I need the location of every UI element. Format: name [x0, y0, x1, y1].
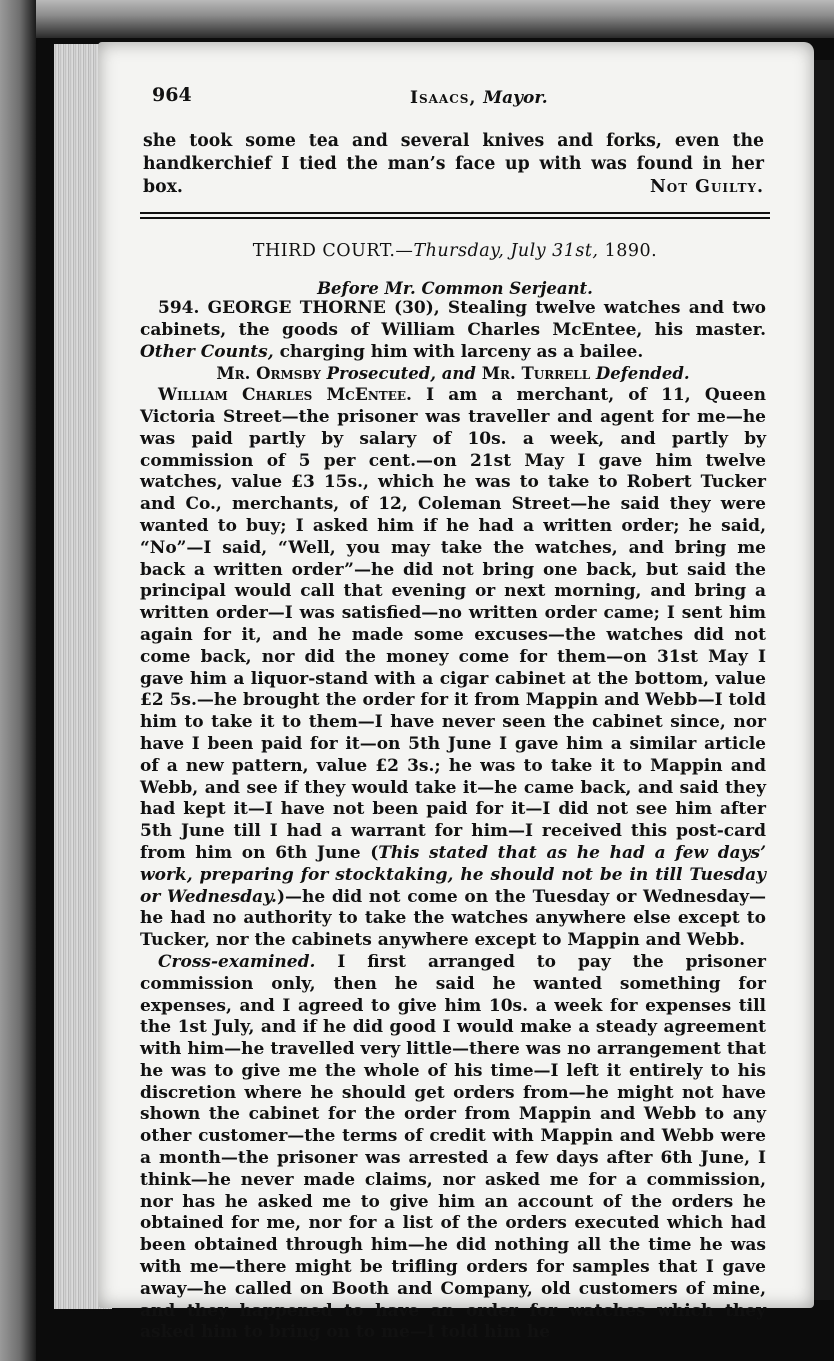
page-number: 964 [152, 84, 192, 106]
case-charge: 594. GEORGE THORNE (30), Stealing twelve watches and two cabinets, the goods of William Charles McEntee, his master. [140, 298, 766, 340]
defence-role: Defended. [595, 364, 690, 384]
defence-counsel: Mr. Turrell [481, 364, 591, 384]
court-year: 1890. [604, 241, 658, 261]
running-head-name: Isaacs, [410, 88, 477, 108]
scan-border-left [0, 0, 36, 1361]
witness-testimony [140, 385, 766, 952]
cross-examination-text: I first arranged to pay the prisoner commission only, then he said he wanted something for expenses, and I agreed to give him 10s. a week for expenses till the 1st July, and if he did good I would make a steady agreement with him—he travelled very little—there was no arrangement that he was to give me the whole of his time—I left it entirely to his discretion where he should get orders from—he might not have shown the cabinet for the order from Mappin and Webb to any other customer—the terms of credit with Mappin and Webb were a month—the prisoner was arrested a few days after 6th June, I think—he never made claims, nor asked me for a commission, nor has he asked me to give him an account of the orders he obtained for me, nor for a list of the orders executed which had been obtained through him—he did nothing all the time he was with me—there might be trifling orders for samples that I gave away—he called on Booth and Company, old customers of mine, and they happened to have an order for watches which they asked him to bring on to me—I told him he [140, 951, 766, 1343]
scan-border-right [814, 60, 834, 1300]
cross-examined-label: Cross-examined. [158, 951, 316, 972]
running-head-title: Mayor. [483, 88, 548, 108]
other-counts-label: Other Counts, [140, 341, 274, 362]
court-heading [140, 241, 770, 261]
section-rule-top [140, 212, 770, 214]
verdict: Not Guilty. [649, 177, 764, 197]
cross-examination [140, 952, 766, 1344]
court-name: THIRD COURT.— [252, 241, 414, 261]
scan-border-top [0, 0, 834, 38]
counsel-line [140, 363, 766, 385]
case-opening [140, 298, 766, 363]
page-content [140, 84, 770, 1344]
running-head [410, 88, 548, 108]
other-counts-text: charging him with larceny as a bailee. [279, 341, 644, 362]
section-rule-bottom [140, 217, 770, 219]
court-date: Thursday, July 31st, [413, 241, 599, 261]
postcard-text: This stated that as he had a few days’ work, preparing for stocktaking, he should not be in till Tuesday or Wednesday. [140, 842, 767, 907]
case-body [140, 298, 770, 1344]
testimony-part-1: I am a merchant, of 11, Queen Victoria Street—the prisoner was traveller and agent for me—he was paid partly by salary of 10s. a week, and partly by commission of 5 per cent.—on 21st May I gave him twelve watches, value £3 15s., which he was to take to Robert Tucker and Co., merchants, of 12, Coleman Street—he said they were wanted to buy; I asked him if he had a written order; he said, “No”—I said, “Well, you may take the watches, and bring me back a written order”—he did not bring one back, but said the principal would call that evening or next morning, and bring a written order—I was satisfied—no written order came; I sent him again for it, and he made some excuses—the watches did not come back, nor did the money come for them—on 31st May I gave him a liquor-stand with a cigar cabinet at the bottom, value £2 5s.—he brought the order for it from Mappin and Webb—I told him to take it to them—I have never seen the cabinet since, nor have I been paid for it—on 5th June I gave him a similar article of a new pattern, value £2 3s.; he was to take it to Mappin and Webb, and see if they would take it—he came back, and said they had kept it—I have not been paid for it—I did not see him after 5th June till I had a warrant for him—I received this post-card from him on 6th June ( [140, 385, 766, 863]
page-header [140, 84, 770, 124]
carry-over-paragraph [140, 130, 770, 199]
prosecution-role: Prosecuted, and [326, 364, 476, 384]
carry-over-text: she took some tea and several knives and forks, even the handkerchief I tied the man’s face up with was found in her box. [143, 131, 764, 197]
testimony-part-2: )—he did not come on the Tuesday or Wednesday—he had no authority to take the watches anywhere else except to Tucker, nor the cabinets anywhere except to Mappin and Webb. [140, 886, 766, 951]
prosecution-counsel: Mr. Ormsby [216, 364, 321, 384]
witness-name: William Charles McEntee. [158, 385, 412, 406]
before-judge: Before Mr. Common Serjeant. [317, 279, 593, 298]
